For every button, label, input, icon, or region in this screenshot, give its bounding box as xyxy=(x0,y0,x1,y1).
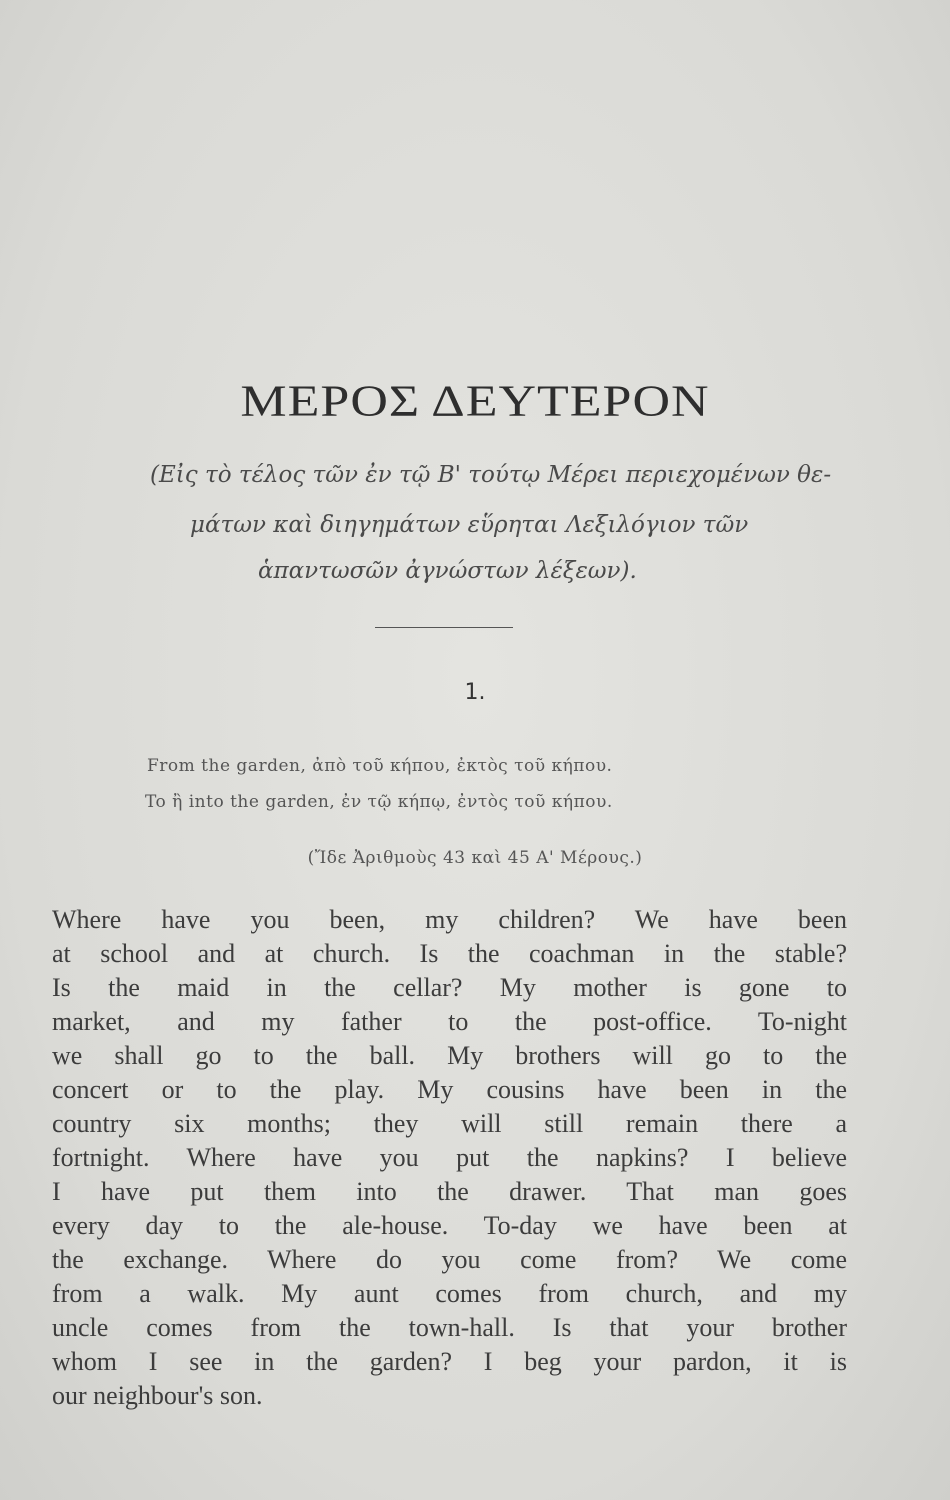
paragraph-line: Where have you been, my children? We have been xyxy=(52,905,847,934)
vocabulary-line-1: From the garden, ἀπὸ τοῦ κήπου, ἐκτὸς τοῦ κήπου. xyxy=(147,756,613,776)
paragraph-line: whom I see in the garden? I beg your pardon, it is xyxy=(52,1347,847,1376)
paragraph-line: market, and my father to the post-office. To-night xyxy=(52,1007,847,1036)
paragraph-line: we shall go to the ball. My brothers will go to the xyxy=(52,1041,847,1070)
subtitle-line-1: (Εἰς τὸ τέλος τῶν ἐν τῷ Β' τούτῳ Μέρει περιεχομένων θε- xyxy=(150,462,832,488)
paragraph-line: at school and at church. Is the coachman in the stable? xyxy=(52,939,847,968)
reference-note: (Ἴδε Ἀριθμοὺς 43 καὶ 45 Α' Μέρους.) xyxy=(307,848,643,868)
vocabulary-line-2: To ἢ into the garden, ἐν τῷ κήπῳ, ἐντὸς τοῦ κήπου. xyxy=(145,792,613,812)
part-title: ΜΕΡΟΣ ΔΕΥΤΕΡΟΝ xyxy=(240,377,710,426)
paragraph-line: from a walk. My aunt comes from church, and my xyxy=(52,1279,847,1308)
paragraph-line: country six months; they will still remain there a xyxy=(52,1109,847,1138)
paragraph-line: every day to the ale-house. To-day we have been at xyxy=(52,1211,847,1240)
lesson-number: 1. xyxy=(464,680,486,705)
subtitle-line-2: μάτων καὶ διηγημάτων εὕρηται Λεξιλόγιον τῶν xyxy=(190,512,749,538)
paragraph-line: I have put them into the drawer. That man goes xyxy=(52,1177,847,1206)
paragraph-line: fortnight. Where have you put the napkins? I believe xyxy=(52,1143,847,1172)
section-divider xyxy=(375,627,513,628)
paragraph-line: concert or to the play. My cousins have been in the xyxy=(52,1075,847,1104)
exercise-paragraph xyxy=(52,903,847,1413)
paragraph-line: uncle comes from the town-hall. Is that your brother xyxy=(52,1313,847,1342)
subtitle-line-3: ἁπαντωσῶν ἀγνώστων λέξεων). xyxy=(258,558,637,584)
paragraph-line: Is the maid in the cellar? My mother is gone to xyxy=(52,973,847,1002)
paragraph-line: the exchange. Where do you come from? We come xyxy=(52,1245,847,1274)
paragraph-line: our neighbour's son. xyxy=(52,1381,263,1410)
